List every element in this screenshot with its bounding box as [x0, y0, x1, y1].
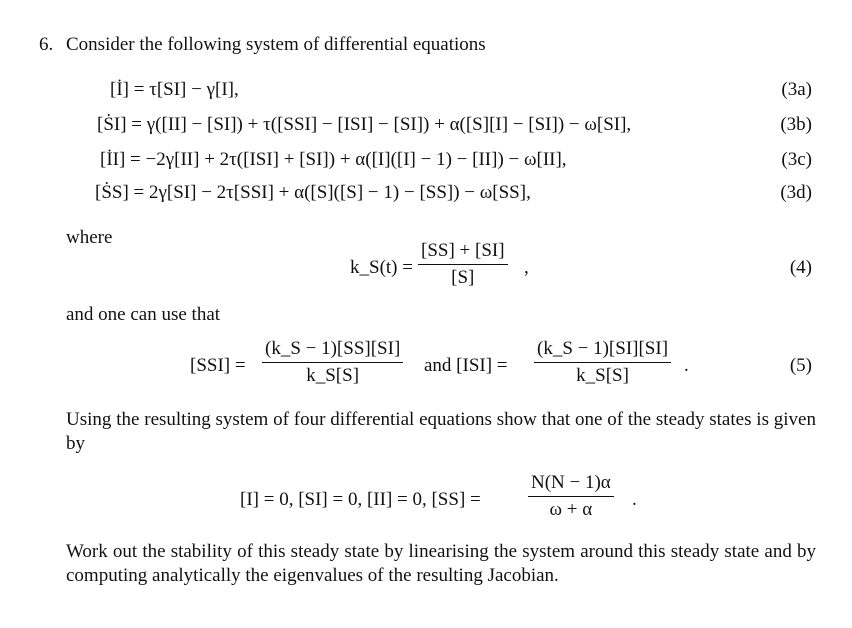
closure-mid: and [ISI] = — [424, 355, 508, 376]
steady-intro: Using the resulting system of four differential equations show that one of the steady states is given by — [66, 409, 816, 454]
problem-number: 6. — [39, 34, 54, 55]
equation-3c: [İI] = −2γ[II] + 2τ([ISI] + [SI]) + α([I]([I] − 1) − [II]) − ω[II], — [100, 149, 567, 170]
equation-3b: [ṠI] = γ([II] − [SI]) + τ([SSI] − [ISI] − [SI]) + α([S][I] − [SI]) − ω[SI], — [97, 114, 632, 135]
equation-3a: [İ] = τ[SI] − γ[I], — [110, 79, 239, 100]
ks-denominator: [S] — [451, 267, 475, 288]
problem-intro: Consider the following system of differential equations — [66, 34, 486, 55]
ks-numerator: [SS] + [SI] — [421, 240, 505, 261]
closure-numerator-1: (k_S − 1)[SS][SI] — [265, 338, 401, 359]
equation-3a-tag: (3a) — [781, 79, 812, 100]
use-label: and one can use that — [66, 304, 221, 325]
closure-denominator-2: k_S[S] — [576, 365, 629, 386]
ks-fraction — [418, 240, 508, 289]
steady-numerator: N(N − 1)α — [531, 472, 611, 493]
where-label: where — [66, 227, 113, 248]
steady-denominator: ω + α — [549, 499, 593, 520]
closure-fraction-1 — [262, 338, 403, 387]
equation-3d: [ṠS] = 2γ[SI] − 2τ[SSI] + α([S]([S] − 1) − [SS]) − ω[SS], — [95, 182, 531, 203]
ks-trail: , — [524, 257, 529, 278]
equation-3b-tag: (3b) — [780, 114, 812, 135]
closure-numerator-2: (k_S − 1)[SI][SI] — [537, 338, 669, 359]
equation-3d-tag: (3d) — [780, 182, 812, 203]
fraction-bar — [418, 264, 508, 265]
steady-trail: . — [632, 489, 637, 510]
equation-5-tag: (5) — [789, 355, 812, 376]
closure-denominator-1: k_S[S] — [306, 365, 360, 386]
equation-4-tag: (4) — [789, 257, 812, 278]
ks-lhs: k_S(t) = — [350, 257, 413, 278]
task-text: Work out the stability of this steady state by linearising the system around this steady state and by computing analytically the eigenvalues of the resulting Jacobian. — [66, 541, 816, 586]
steady-fraction — [528, 472, 614, 521]
closure-trail: . — [684, 355, 689, 376]
steady-lhs: [I] = 0, [SI] = 0, [II] = 0, [SS] = — [240, 489, 481, 510]
equation-3c-tag: (3c) — [781, 149, 812, 170]
fraction-bar — [262, 362, 403, 363]
closure-lhs1: [SSI] = — [190, 355, 246, 376]
closure-fraction-2 — [534, 338, 671, 387]
fraction-bar — [534, 362, 671, 363]
fraction-bar — [528, 496, 614, 497]
